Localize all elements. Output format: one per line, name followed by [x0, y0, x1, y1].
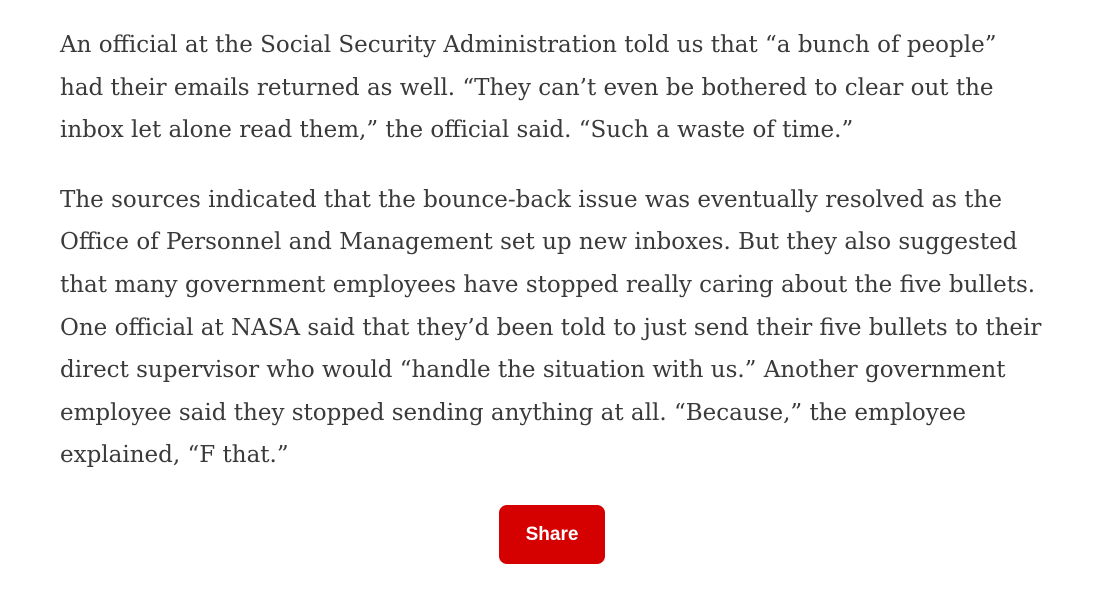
article-body — [60, 24, 1044, 477]
article-paragraph: An official at the Social Security Administration told us that “a bunch of people” had their emails returned as well. “They can’t even be bothered to clear out the inbox let alone read them,” the official said. “Such a waste of time.” — [60, 32, 997, 144]
article-paragraph: The sources indicated that the bounce-back issue was eventually resolved as the Office of Personnel and Management set up new inboxes. But they also suggested that many government employees have stopped really caring about the five bullets. One official at NASA said that they’d been told to just send their five bullets to their direct supervisor who would “handle the situation with us.” Another government employee said they stopped sending anything at all. “Because,” the employee explained, “F that.” — [60, 186, 1042, 469]
share-button[interactable]: Share — [499, 505, 605, 564]
share-container — [0, 505, 1104, 564]
